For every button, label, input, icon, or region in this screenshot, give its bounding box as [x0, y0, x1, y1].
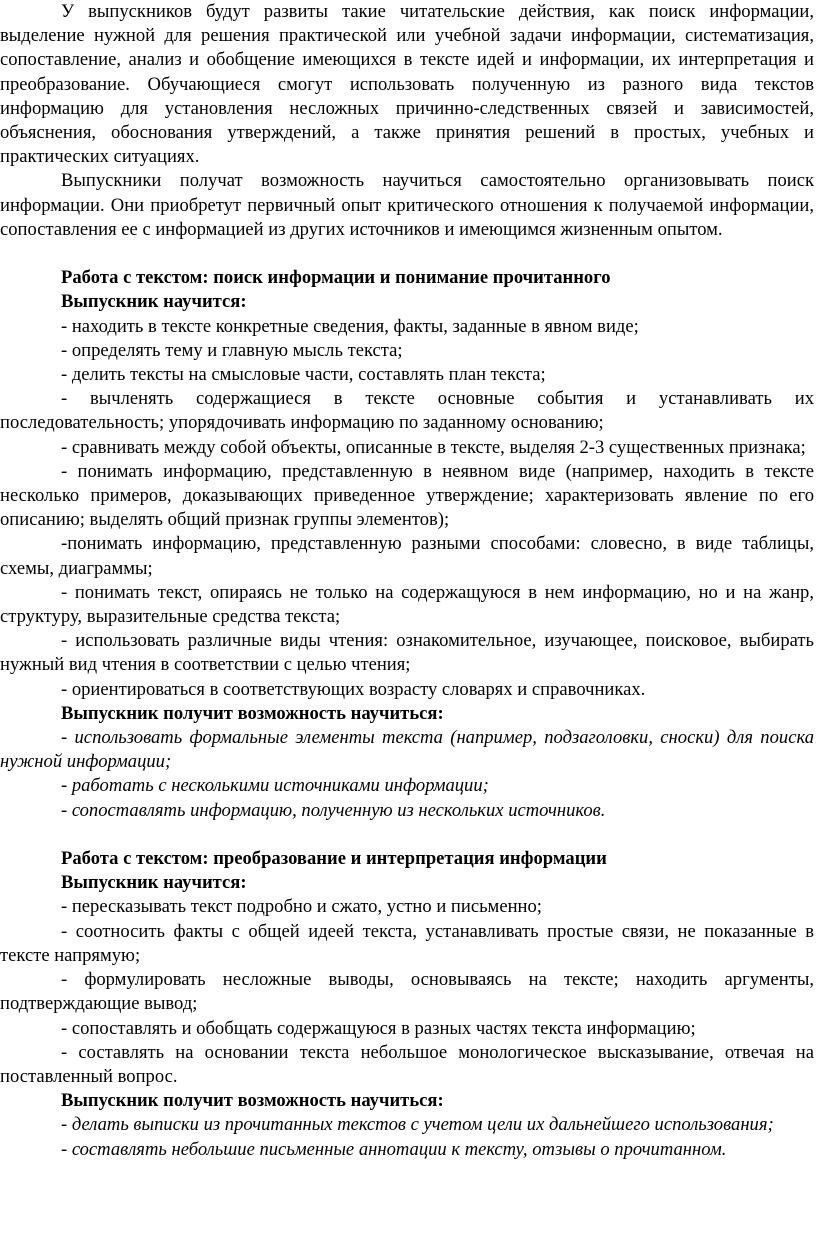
section1-learns-item: - ориентироваться в соответствующих возрасту словарях и справочниках.	[61, 678, 646, 700]
section1-learns-item: -понимать информацию, представленную разными способами: словесно, в виде таблицы, схемы, диаграммы;	[0, 533, 814, 579]
spacer	[0, 823, 814, 847]
section2-learns-item: - составлять на основании текста небольшое монологическое высказывание, отвечая на поставленный вопрос.	[0, 1041, 814, 1087]
section2-learns-item: - соотносить факты с общей идеей текста, устанавливать простые связи, не показанные в тексте напрямую;	[0, 920, 814, 966]
section1-opportunity-heading: Выпускник получит возможность научиться:	[61, 702, 444, 724]
section2-learns-item: - формулировать несложные выводы, основываясь на тексте; находить аргументы, подтверждающие вывод;	[0, 969, 814, 1015]
section2-opportunity-item: - составлять небольшие письменные аннотации к тексту, отзывы о прочитанном.	[61, 1138, 727, 1160]
section1-learns-heading: Выпускник научится:	[61, 291, 247, 313]
section1-opportunity-item: - сопоставлять информацию, полученную из нескольких источников.	[61, 799, 606, 821]
section1-learns-item: - находить в тексте конкретные сведения, факты, заданные в явном виде;	[61, 315, 639, 337]
section1-title: Работа с текстом: поиск информации и понимание прочитанного	[61, 267, 611, 289]
section2-opportunity-heading: Выпускник получит возможность научиться:	[61, 1090, 444, 1112]
section2-opportunity-item: - делать выписки из прочитанных текстов с учетом цели их дальнейшего использования;	[61, 1114, 774, 1136]
section1-learns-item: - вычленять содержащиеся в тексте основные события и устанавливать их последовательность; упорядочивать информацию по заданному основанию;	[0, 388, 814, 434]
section2-title: Работа с текстом: преобразование и интерпретация информации	[61, 848, 607, 870]
section2-learns-item: - сопоставлять и обобщать содержащуюся в разных частях текста информацию;	[61, 1017, 696, 1039]
section2-learns-heading: Выпускник научится:	[61, 872, 247, 894]
spacer	[0, 242, 814, 266]
section1-learns-item: - определять тему и главную мысль текста;	[61, 339, 403, 361]
section1-learns-item: - сравнивать между собой объекты, описанные в тексте, выделяя 2-3 существенных признака;	[61, 436, 806, 458]
intro-paragraph-1: У выпускников будут развиты такие читательские действия, как поиск информации, выделение нужной для решения практической или учебной задачи информации, систематизация, сопоставление, анализ и обобщение имеющихся в тексте идей и информации, их интерпретация и преобразование. Обучающиеся смогут использовать полученную из разного вида текстов информацию для установления несложных причинно-следственных связей и зависимостей, объяснения, обоснования утверждений, а также принятия решений в простых, учебных и практических ситуациях.	[0, 1, 814, 168]
section1-learns-item: - делить тексты на смысловые части, составлять план текста;	[61, 364, 546, 386]
section2-learns-item: - пересказывать текст подробно и сжато, устно и письменно;	[61, 896, 542, 918]
section1-learns-item: - понимать информацию, представленную в неявном виде (например, находить в тексте несколько примеров, доказывающих приведенное утверждение; характеризовать явление по его описанию; выделять общий признак группы элементов);	[0, 460, 814, 531]
section1-opportunity-item: - работать с несколькими источниками информации;	[61, 775, 489, 797]
intro-paragraph-2: Выпускники получат возможность научиться самостоятельно организовывать поиск информации. Они приобретут первичный опыт критического отношения к получаемой информации, сопоставления ее с информацией из других источников и имеющимся жизненным опытом.	[0, 170, 814, 240]
section1-learns-item: - понимать текст, опираясь не только на содержащуюся в нем информацию, но и на жанр, структуру, выразительные средства текста;	[0, 581, 814, 628]
section1-opportunity-item: - использовать формальные элементы текста (например, подзаголовки, сноски) для поиска нужной информации;	[0, 727, 814, 773]
section1-learns-item: - использовать различные виды чтения: ознакомительное, изучающее, поисковое, выбирать нужный вид чтения в соответствии с целью чтения;	[0, 630, 814, 676]
